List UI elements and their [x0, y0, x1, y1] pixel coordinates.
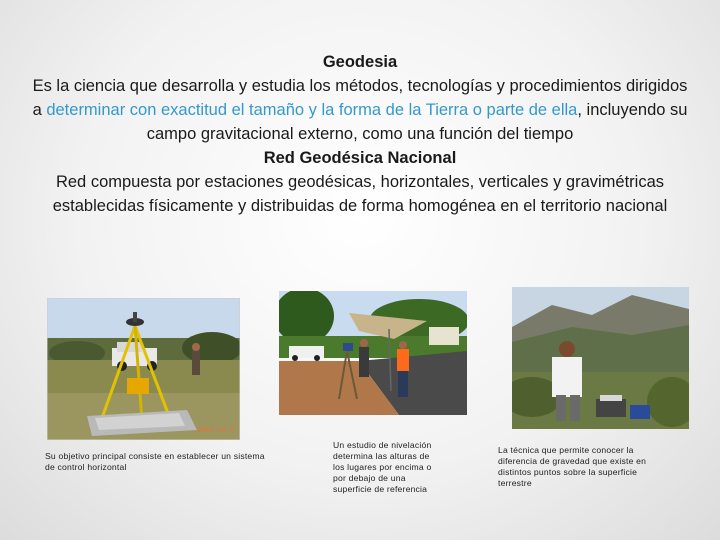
paragraph-geodesia-end: , incluyendo su campo gravitacional externo, como una función del tiempo	[146, 101, 688, 143]
photo-gravimetry	[512, 287, 689, 429]
paragraph-geodesia	[30, 74, 690, 146]
paragraph-geodesia-highlight: determinar con exactitud el tamaño y la forma de la Tierra o parte de ella	[46, 101, 578, 119]
photo-leveling-survey	[279, 291, 467, 415]
photo-gps-tripod	[47, 298, 240, 440]
paragraph-red-geodesica: Red compuesta por estaciones geodésicas, horizontales, verticales y gravimétricas establecidas físicamente y distribuidas de forma homogénea en el territorio nacional	[52, 173, 668, 215]
photo-date-stamp: 2006 10 3	[196, 426, 234, 434]
title-geodesia: Geodesia	[322, 53, 398, 71]
caption-gravimetry: La técnica que permite conocer la diferencia de gravedad que existe en distintos puntos sobre la superficie terrestre	[498, 445, 647, 488]
caption-gps-tripod: Su objetivo principal consiste en establecer un sistema de control horizontal	[45, 451, 265, 472]
caption-leveling-survey: Un estudio de nivelación determina las alturas de los lugares por encima o por debajo de una superficie de referencia	[333, 440, 432, 494]
slide-text	[30, 50, 690, 218]
paragraph-geodesia-start: Es la ciencia que desarrolla y estudia los métodos, tecnologías y procedimientos dirigidos a	[32, 77, 688, 119]
title-red-geodesica: Red Geodésica Nacional	[263, 149, 457, 167]
